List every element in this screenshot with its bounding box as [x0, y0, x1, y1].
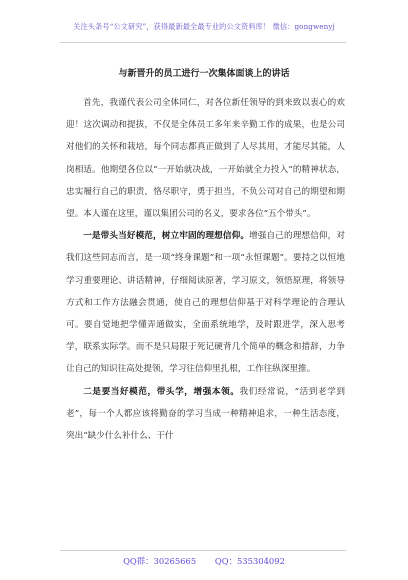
section-1-paragraph	[66, 225, 345, 380]
section-2-paragraph	[66, 381, 345, 448]
section-2-text: 我们经常说，“活到老学到老”，每一个人都应该将勤奋的学习当成一种精神追求，一种生活态度，突出“缺少什么补什么、干什	[66, 386, 345, 442]
section-1-text: 增强自己的理想信仰，对我们这些同志而言，是一项“终身课题”和一项“永恒课题”。要持之以恒地学习重要理论、讲话精神，仔细阅读原著，学习原文，领悟原理，将领导方式和工作方法融会贯通，使自己的理想信仰基于对科学理论的合理认可。要自觉地把学懂弄通做实，全面系统地学，及时跟进学，深入思考学，联系实际学。而不是只局限于死记硬背几个简单的概念和措辞，力争让自己的知识往高处提领，学习往信仰里扎根，工作往纵深里推。	[66, 231, 345, 375]
footer	[0, 555, 408, 567]
document-title: 与新晋升的员工进行一次集体面谈上的讲话	[118, 69, 290, 79]
intro-paragraph: 首先，我谨代表公司全体同仁，对各位新任领导的到来致以衷心的欢迎！这次调动和提拔，不仅是全体员工多年来辛勤工作的成果，也是公司对他们的关怀和栽培，每个同志都真正做到了人尽其用，才能尽其能，人岗相适。他期望各位以“一开始就决战，一开始就全力投入”的精神状态，忠实履行自己的职责，恪尽职守，勇于担当，不负公司对自己的期望和期望。本人谨在这里，谨以集团公司的名义，要求各位“五个带头”。	[66, 98, 345, 220]
section-2-heading: 二是要当好模范，带头学，增强本领。	[83, 386, 240, 397]
footer-qq-group: QQ群：30265665	[123, 556, 197, 566]
document-body	[66, 92, 345, 447]
header-banner: 关注头条号“公文研究”，获得最新最全最专业的公文资料库！ 微信：gongwenyj	[73, 22, 335, 31]
section-1-heading: 一是带头当好模范，树立牢固的理想信仰。	[83, 231, 250, 242]
header-divider	[60, 42, 346, 43]
footer-qq: QQ：535304092	[214, 556, 285, 566]
footer-divider	[60, 550, 346, 551]
